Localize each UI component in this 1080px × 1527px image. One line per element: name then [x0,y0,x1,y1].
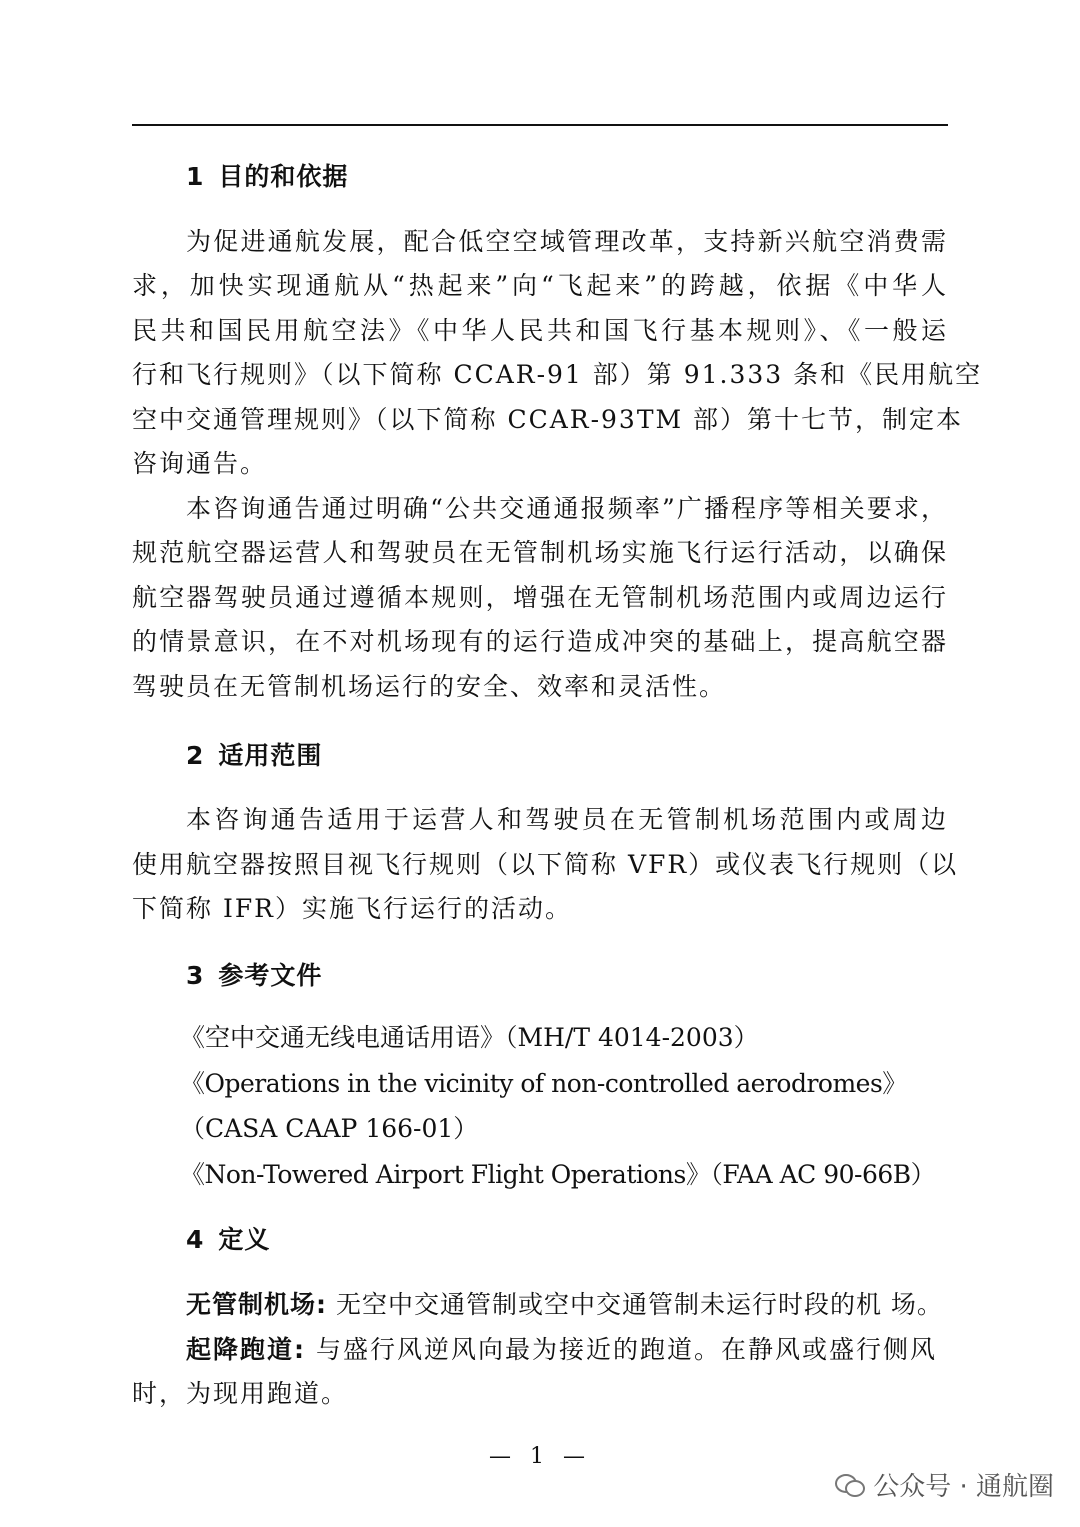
paragraph-line: 空中交通管理规则》（以下简称 CCAR-93TM 部）第十七节，制定本 [132,405,964,434]
paragraph-line: 咨询通告。 [132,449,268,478]
paragraph-line: 下简称 IFR）实施飞行运行的活动。 [132,894,572,923]
paragraph-line: 本咨询通告通过明确“公共交通通报频率”广播程序等相关要求， [186,494,948,523]
section-heading-3: 3 参考文件 [186,961,323,990]
paragraph-line: 为促进通航发展，配合低空空域管理改革，支持新兴航空消费需 [186,227,948,256]
definition-line [186,1330,948,1366]
paragraph-line: 驾驶员在无管制机场运行的安全、效率和灵活性。 [132,672,727,701]
reference-item: 《Operations in the vicinity of non-controlled aerodromes》 [180,1069,907,1098]
brand-watermark [835,1466,1054,1503]
reference-item: 《Non-Towered Airport Flight Operations》（FAA AC 90-66B） [180,1160,936,1189]
definition-term: 无管制机场: [186,1290,327,1319]
definition-term: 起降跑道: [186,1335,306,1364]
paragraph-line: 使用航空器按照目视飞行规则（以下简称 VFR）或仪表飞行规则（以 [132,850,959,879]
definition-line [186,1285,948,1321]
definition-text: 与盛行风逆风向最为接近的跑道。在静风或盛行侧风 [306,1335,937,1364]
reference-item: 《空中交通无线电通话用语》（MH/T 4014-2003） [180,1023,759,1052]
paragraph-line: 本咨询通告适用于运营人和驾驶员在无管制机场范围内或周边 [186,805,948,834]
section-heading-1: 1 目的和依据 [186,162,349,191]
paragraph-line: 航空器驾驶员通过遵循本规则，增强在无管制机场范围内或周边运行 [132,583,948,612]
page-number: — 1 — [489,1444,591,1469]
top-rule [132,124,948,126]
brand-label: 公众号 · 通航圈 [873,1472,1054,1502]
paragraph-line: 时，为现用跑道。 [132,1379,349,1408]
section-heading-2: 2 适用范围 [186,741,323,770]
reference-item: （CASA CAAP 166-01） [180,1114,479,1143]
paragraph-line: 规范航空器运营人和驾驶员在无管制机场实施飞行运行活动，以确保 [132,538,948,567]
section-heading-4: 4 定义 [186,1225,271,1254]
paragraph-line: 的情景意识，在不对机场现有的运行造成冲突的基础上，提高航空器 [132,627,948,656]
paragraph-line: 民共和国民用航空法》《中华人民共和国飞行基本规则》、《一般运 [132,316,948,345]
definition-text: 无空中交通管制或空中交通管制未运行时段的机 场。 [327,1290,943,1319]
paragraph-line: 行和飞行规则》（以下简称 CCAR-91 部）第 91.333 条和《民用航空 [132,360,983,389]
chat-bubbles-icon [835,1472,865,1498]
paragraph-line: 求，加快实现通航从“热起来”向“飞起来”的跨越，依据《中华人 [132,271,948,300]
